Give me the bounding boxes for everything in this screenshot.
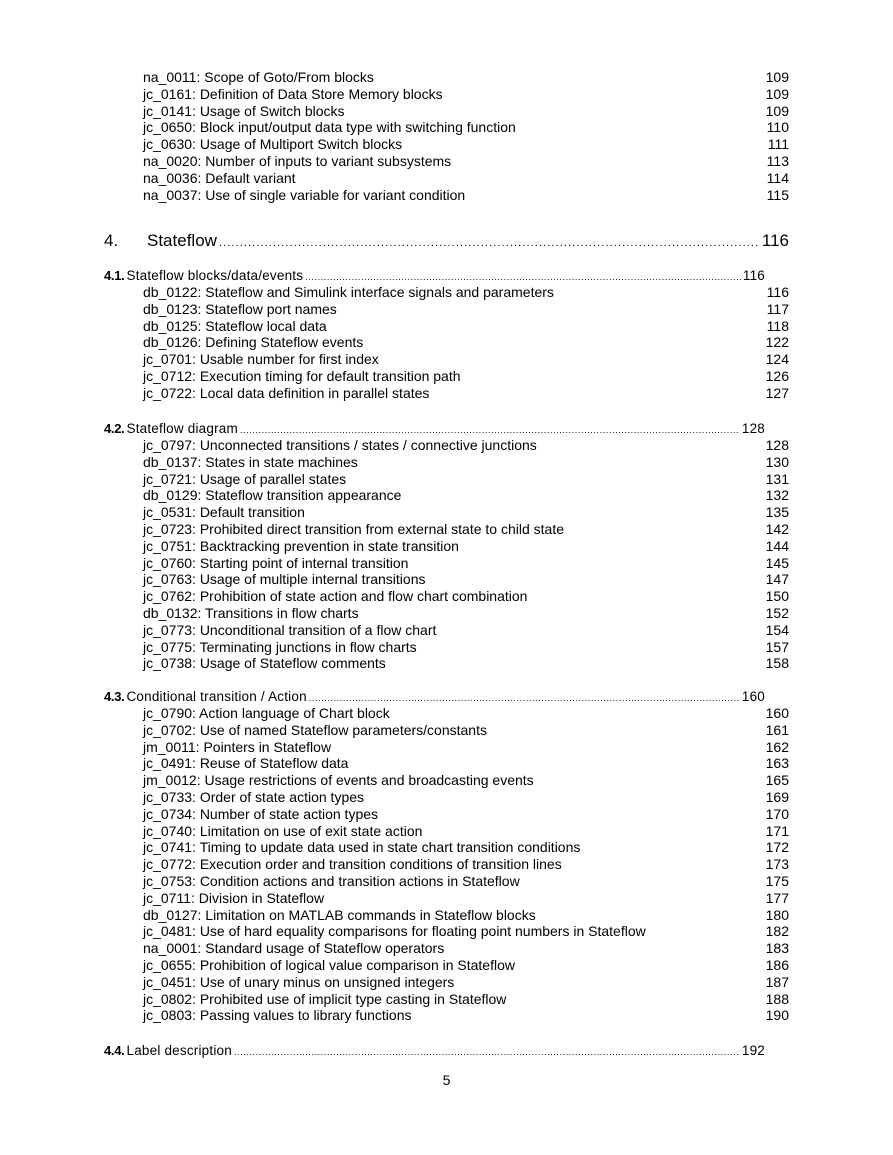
entry-page: 114	[766, 169, 789, 186]
entry-page: 173	[765, 856, 789, 873]
entry-title: jc_0655: Prohibition of logical value comparison in Stateflow	[143, 957, 515, 973]
toc-entry	[143, 69, 789, 86]
toc-entry	[143, 722, 789, 739]
entry-title: jc_0481: Use of hard equality comparisons for floating point numbers in Stateflow	[143, 923, 646, 940]
entry-page: 147	[765, 571, 789, 588]
entry-page: 172	[765, 839, 789, 856]
section-page: 128	[741, 421, 765, 436]
entry-title: jc_0753: Condition actions and transition actions in Stateflow	[143, 873, 520, 889]
entry-title: jc_0797: Unconnected transitions / states / connective junctions	[143, 437, 537, 453]
section-number: 4.3.	[104, 689, 125, 704]
section-heading	[104, 1042, 765, 1061]
section-title: Stateflow diagram	[126, 421, 238, 436]
entry-title: jc_0738: Usage of Stateflow comments	[143, 655, 386, 672]
toc-entry	[143, 823, 789, 840]
entry-title: jc_0650: Block input/output data type with switching function	[143, 119, 516, 136]
entry-page: 161	[765, 721, 789, 738]
entry-page: 145	[765, 554, 789, 571]
toc-entry	[143, 521, 789, 538]
entry-page: 109	[765, 102, 789, 119]
entry-page: 109	[765, 85, 789, 102]
chapter-page: 116	[761, 231, 789, 250]
entry-title: jc_0762: Prohibition of state action and flow chart combination	[143, 588, 528, 605]
section-number: 4.4.	[104, 1043, 125, 1058]
entry-title: jc_0803: Passing values to library functions	[143, 1007, 412, 1024]
entry-page: 163	[765, 755, 789, 772]
entry-title: jc_0711: Division in Stateflow	[143, 889, 325, 906]
entry-page: 170	[765, 805, 789, 822]
entry-title: jc_0723: Prohibited direct transition from external state to child state	[143, 521, 564, 537]
entry-title: na_0001: Standard usage of Stateflow operators	[143, 940, 445, 957]
toc-entry	[143, 471, 789, 488]
toc-entry	[143, 639, 789, 656]
toc-entry	[143, 170, 789, 187]
entry-page: 110	[766, 119, 789, 136]
entry-title: db_0125: Stateflow local data	[143, 317, 327, 334]
toc-entry	[143, 957, 789, 974]
entry-page: 190	[765, 1007, 789, 1024]
toc-entry	[143, 755, 789, 772]
section-title: Conditional transition / Action	[126, 689, 307, 704]
entry-page: 115	[766, 186, 789, 203]
entry-title: jc_0712: Execution timing for default transition path	[143, 368, 461, 384]
toc-entry	[143, 806, 789, 823]
entry-title: na_0037: Use of single variable for variant condition	[143, 186, 466, 203]
entry-title: jc_0734: Number of state action types	[143, 805, 379, 822]
toc-entry	[143, 136, 789, 153]
entry-page: 152	[765, 605, 789, 621]
entry-title: na_0036: Default variant	[143, 169, 296, 186]
page-number: 5	[442, 1072, 451, 1088]
toc-entry	[143, 487, 789, 504]
entry-title: jm_0011: Pointers in Stateflow	[143, 738, 332, 755]
toc-entry	[143, 454, 789, 471]
entry-title: db_0137: States in state machines	[143, 453, 358, 470]
section-page: 160	[741, 689, 765, 704]
toc-entry	[143, 86, 789, 103]
entry-page: 171	[765, 822, 789, 839]
entry-page: 160	[765, 705, 789, 721]
toc-entry	[143, 504, 789, 521]
entry-title: jc_0751: Backtracking prevention in state transition	[143, 537, 459, 554]
entry-title: jc_0491: Reuse of Stateflow data	[143, 755, 349, 772]
entry-page: 165	[765, 772, 789, 789]
toc-entry	[143, 873, 789, 890]
entry-page: 182	[765, 923, 789, 940]
entry-title: jc_0763: Usage of multiple internal transitions	[143, 571, 426, 588]
entry-title: jc_0451: Use of unary minus on unsigned integers	[143, 973, 455, 990]
entry-title: jc_0733: Order of state action types	[143, 789, 365, 805]
toc-entry	[143, 301, 789, 318]
chapter-number: 4.	[104, 231, 119, 250]
toc-entry	[143, 103, 789, 120]
entry-title: jc_0772: Execution order and transition conditions of transition lines	[143, 856, 562, 873]
entry-page: 188	[765, 990, 789, 1007]
entry-title: db_0126: Defining Stateflow events	[143, 334, 364, 351]
entry-title: db_0127: Limitation on MATLAB commands in Stateflow blocks	[143, 906, 536, 923]
toc-entry	[143, 368, 789, 385]
entry-title: jc_0741: Timing to update data used in state chart transition conditions	[143, 839, 581, 856]
entry-title: jc_0630: Usage of Multiport Switch blocks	[143, 136, 403, 153]
entry-page: 132	[765, 487, 789, 504]
entry-page: 157	[765, 638, 789, 655]
entry-page: 154	[765, 621, 789, 638]
entry-page: 144	[765, 537, 789, 554]
toc-entry	[143, 705, 789, 722]
entry-page: 127	[765, 384, 789, 401]
toc-entry	[143, 385, 789, 402]
entry-title: db_0123: Stateflow port names	[143, 300, 337, 317]
entry-title: jc_0722: Local data definition in parallel states	[143, 384, 430, 401]
entry-title: jc_0531: Default transition	[143, 504, 305, 521]
entry-title: na_0011: Scope of Goto/From blocks	[143, 69, 374, 85]
entry-page: 117	[766, 300, 789, 317]
entry-title: db_0132: Transitions in flow charts	[143, 605, 359, 621]
entry-title: jc_0773: Unconditional transition of a flow chart	[143, 621, 437, 638]
toc-entry	[143, 284, 789, 301]
entry-page: 131	[765, 470, 789, 487]
chapter-title: Stateflow	[147, 231, 217, 250]
toc-entry	[143, 571, 789, 588]
toc-entry	[143, 119, 789, 136]
entry-title: jc_0790: Action language of Chart block	[143, 705, 390, 721]
entry-title: jc_0721: Usage of parallel states	[143, 470, 347, 487]
toc-entry	[143, 655, 789, 672]
toc-entry	[143, 890, 789, 907]
entry-title: jm_0012: Usage restrictions of events and broadcasting events	[143, 772, 534, 789]
toc-entry	[143, 940, 789, 957]
toc-entry	[143, 153, 789, 170]
entry-page: 150	[765, 588, 789, 605]
section-number: 4.1.	[104, 268, 125, 283]
toc-entry	[143, 437, 789, 454]
section-page: 116	[742, 268, 765, 283]
entry-page: 183	[765, 940, 789, 957]
entry-page: 186	[765, 957, 789, 973]
toc-entry	[143, 605, 789, 622]
section-number: 4.2.	[104, 421, 125, 436]
section-page: 192	[741, 1043, 765, 1058]
entry-page: 180	[765, 906, 789, 923]
entry-page: 111	[767, 136, 789, 153]
entry-page: 158	[765, 655, 789, 672]
toc-entry	[143, 739, 789, 756]
toc-entry	[143, 1007, 789, 1024]
dot-leader	[219, 233, 760, 253]
toc-entry	[143, 991, 789, 1008]
entry-page: 135	[765, 504, 789, 521]
dot-leader	[234, 1044, 740, 1061]
toc-entry	[143, 907, 789, 924]
entry-title: jc_0775: Terminating junctions in flow charts	[143, 638, 417, 655]
toc-entry	[143, 351, 789, 368]
toc-entry	[143, 856, 789, 873]
toc-entry	[143, 538, 789, 555]
entry-title: jc_0141: Usage of Switch blocks	[143, 102, 345, 119]
entry-page: 175	[765, 873, 789, 889]
entry-page: 126	[765, 368, 789, 384]
entry-page: 187	[765, 973, 789, 990]
entry-page: 124	[765, 351, 789, 368]
entry-title: db_0122: Stateflow and Simulink interface signals and parameters	[143, 284, 554, 300]
toc-entry	[143, 974, 789, 991]
entry-title: jc_0760: Starting point of internal transition	[143, 554, 409, 571]
section-title: Label description	[126, 1043, 232, 1058]
entry-title: jc_0802: Prohibited use of implicit type casting in Stateflow	[143, 990, 507, 1007]
toc-entry	[143, 772, 789, 789]
toc-entry	[143, 839, 789, 856]
entry-page: 169	[765, 789, 789, 805]
entry-title: na_0020: Number of inputs to variant subsystems	[143, 153, 452, 169]
entry-title: jc_0161: Definition of Data Store Memory blocks	[143, 85, 443, 102]
entry-page: 109	[765, 69, 789, 85]
toc-entry	[143, 318, 789, 335]
toc-entry	[143, 588, 789, 605]
toc-entry	[143, 334, 789, 351]
toc-entry	[143, 789, 789, 806]
toc-entry	[143, 187, 789, 204]
entry-page: 177	[765, 889, 789, 906]
entry-page: 142	[765, 521, 789, 537]
toc-entry	[143, 923, 789, 940]
entry-page: 122	[765, 334, 789, 351]
entry-title: jc_0740: Limitation on use of exit state action	[143, 822, 423, 839]
section-title: Stateflow blocks/data/events	[126, 268, 304, 283]
entry-page: 116	[766, 284, 789, 300]
chapter-heading	[104, 231, 789, 253]
entry-title: db_0129: Stateflow transition appearance	[143, 487, 402, 504]
entry-page: 128	[765, 437, 789, 453]
entry-title: jc_0702: Use of named Stateflow parameters/constants	[143, 721, 487, 738]
entry-title: jc_0701: Usable number for first index	[143, 351, 379, 368]
toc-entry	[143, 555, 789, 572]
entry-page: 113	[766, 153, 789, 169]
entry-page: 118	[766, 317, 789, 334]
entry-page: 130	[765, 453, 789, 470]
toc-entry	[143, 622, 789, 639]
entry-page: 162	[765, 738, 789, 755]
